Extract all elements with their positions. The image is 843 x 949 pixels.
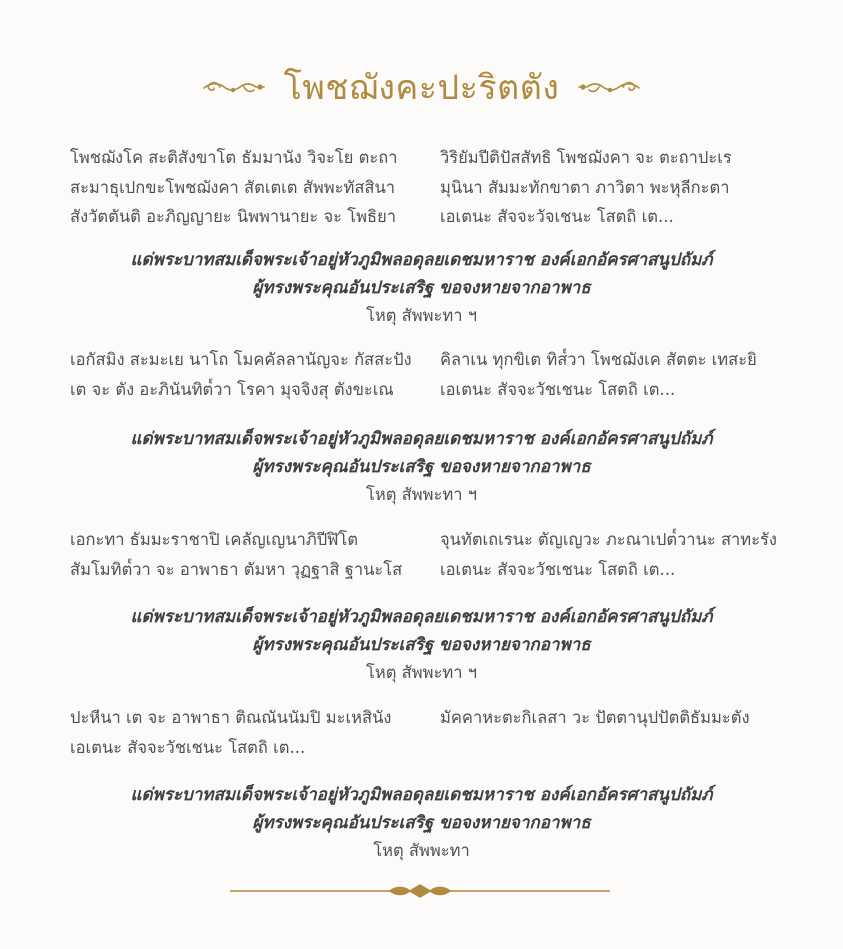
hetu-line: โหตุ สัพพะทา ฯ <box>365 663 478 682</box>
dedication-line: ผู้ทรงพระคุณอันประเสริฐ ขอจงหายจากอาพาธ <box>252 813 591 833</box>
verse-line: จุนทัตเถเรนะ ตัญเญวะ ภะณาเปต๎วานะ สาทะรัง <box>440 530 777 549</box>
dedication-line: แด่พระบาทสมเด็จพระเจ้าอยู่หัวภูมิพลอดุลยเดชมหาราช องค์เอกอัครศาสนูปถัมภ์ <box>130 429 713 449</box>
verse-right-column <box>440 345 820 404</box>
verse-right-column <box>440 703 820 733</box>
verse-line: เอเตนะ สัจจะวัชเชนะ โสตถิ เต... <box>440 559 676 579</box>
dedication-block-1 <box>0 246 843 330</box>
verse-line: วิริยัมปีติปัสสัทธิ โพชฌังคา จะ ตะถาปะเร <box>440 148 732 167</box>
verse-right-column <box>440 525 820 584</box>
right-flourish-icon <box>577 74 643 100</box>
dedication-line: ผู้ทรงพระคุณอันประเสริฐ ขอจงหายจากอาพาธ <box>252 457 591 477</box>
verse-line: เอกัสมิง สะมะเย นาโถ โมคคัลลานัญจะ กัสสะปัง <box>70 350 412 369</box>
dedication-block-2 <box>0 425 843 509</box>
verse-line: โพชฌังโค สะติสังขาโต ธัมมานัง วิจะโย ตะถา <box>70 148 398 167</box>
verse-right-column <box>440 143 820 232</box>
hetu-line: โหตุ สัพพะทา ฯ <box>365 306 478 325</box>
verse-line: สังวัตตันติ อะภิญญายะ นิพพานายะ จะ โพธิยา <box>70 207 397 226</box>
ornamental-divider-icon <box>230 881 610 901</box>
verse-left-column <box>70 525 430 584</box>
dedication-line: แด่พระบาทสมเด็จพระเจ้าอยู่หัวภูมิพลอดุลยเดชมหาราช องค์เอกอัครศาสนูปถัมภ์ <box>130 607 713 627</box>
dedication-line: แด่พระบาทสมเด็จพระเจ้าอยู่หัวภูมิพลอดุลยเดชมหาราช องค์เอกอัครศาสนูปถัมภ์ <box>130 250 713 270</box>
hetu-line: โหตุ สัพพะทา <box>373 841 470 860</box>
verse-line: มัคคาหะตะกิเลสา วะ ปัตตานุปปัตติธัมมะตัง <box>440 708 750 727</box>
title-row <box>0 62 843 112</box>
verse-line: เอเตนะ สัจจะวัชเชนะ โสตถิ เต... <box>440 379 676 399</box>
verse-line: สะมาธุเปกขะโพชฌังคา สัตเตเต สัพพะทัสสินา <box>70 177 396 197</box>
dedication-line: ผู้ทรงพระคุณอันประเสริฐ ขอจงหายจากอาพาธ <box>252 635 591 655</box>
verse-line: เอเตนะ สัจจะวัชเชนะ โสตถิ เต... <box>70 737 306 757</box>
verse-line: ปะหีนา เต จะ อาพาธา ติณณันนัมปิ มะเหสินัง <box>70 708 392 727</box>
verse-line: เอเตนะ สัจจะวัจเชนะ โสตถิ เต... <box>440 207 674 226</box>
dedication-block-4 <box>0 781 843 865</box>
dedication-line: แด่พระบาทสมเด็จพระเจ้าอยู่หัวภูมิพลอดุลยเดชมหาราช องค์เอกอัครศาสนูปถัมภ์ <box>130 785 713 805</box>
hetu-line: โหตุ สัพพะทา ฯ <box>365 485 478 504</box>
verse-line: สัมโมทิต๎วา จะ อาพาธา ตัมหา วุฏฐาสิ ฐานะโส <box>70 559 403 579</box>
verse-line: มุนินา สัมมะทักขาตา ภาวิตา พะหุลีกะตา <box>440 177 730 197</box>
left-flourish-icon <box>200 74 266 100</box>
verse-left-column <box>70 345 430 404</box>
dedication-line: ผู้ทรงพระคุณอันประเสริฐ ขอจงหายจากอาพาธ <box>252 278 591 298</box>
verse-line: คิลาเน ทุกขิเต ทิส๎วา โพชฌังเค สัตตะ เทสะยิ <box>440 350 757 369</box>
page-title: โพชฌังคะปะริตตัง <box>283 68 560 108</box>
verse-left-column <box>70 143 430 232</box>
dedication-block-3 <box>0 603 843 687</box>
verse-left-column <box>70 703 430 762</box>
verse-line: เอกะทา ธัมมะราชาปิ เคลัญเญนาภิปีฬิโต <box>70 530 359 549</box>
verse-line: เต จะ ตัง อะภินันทิต๎วา โรคา มุจจิงสุ ตังขะเณ <box>70 379 394 399</box>
